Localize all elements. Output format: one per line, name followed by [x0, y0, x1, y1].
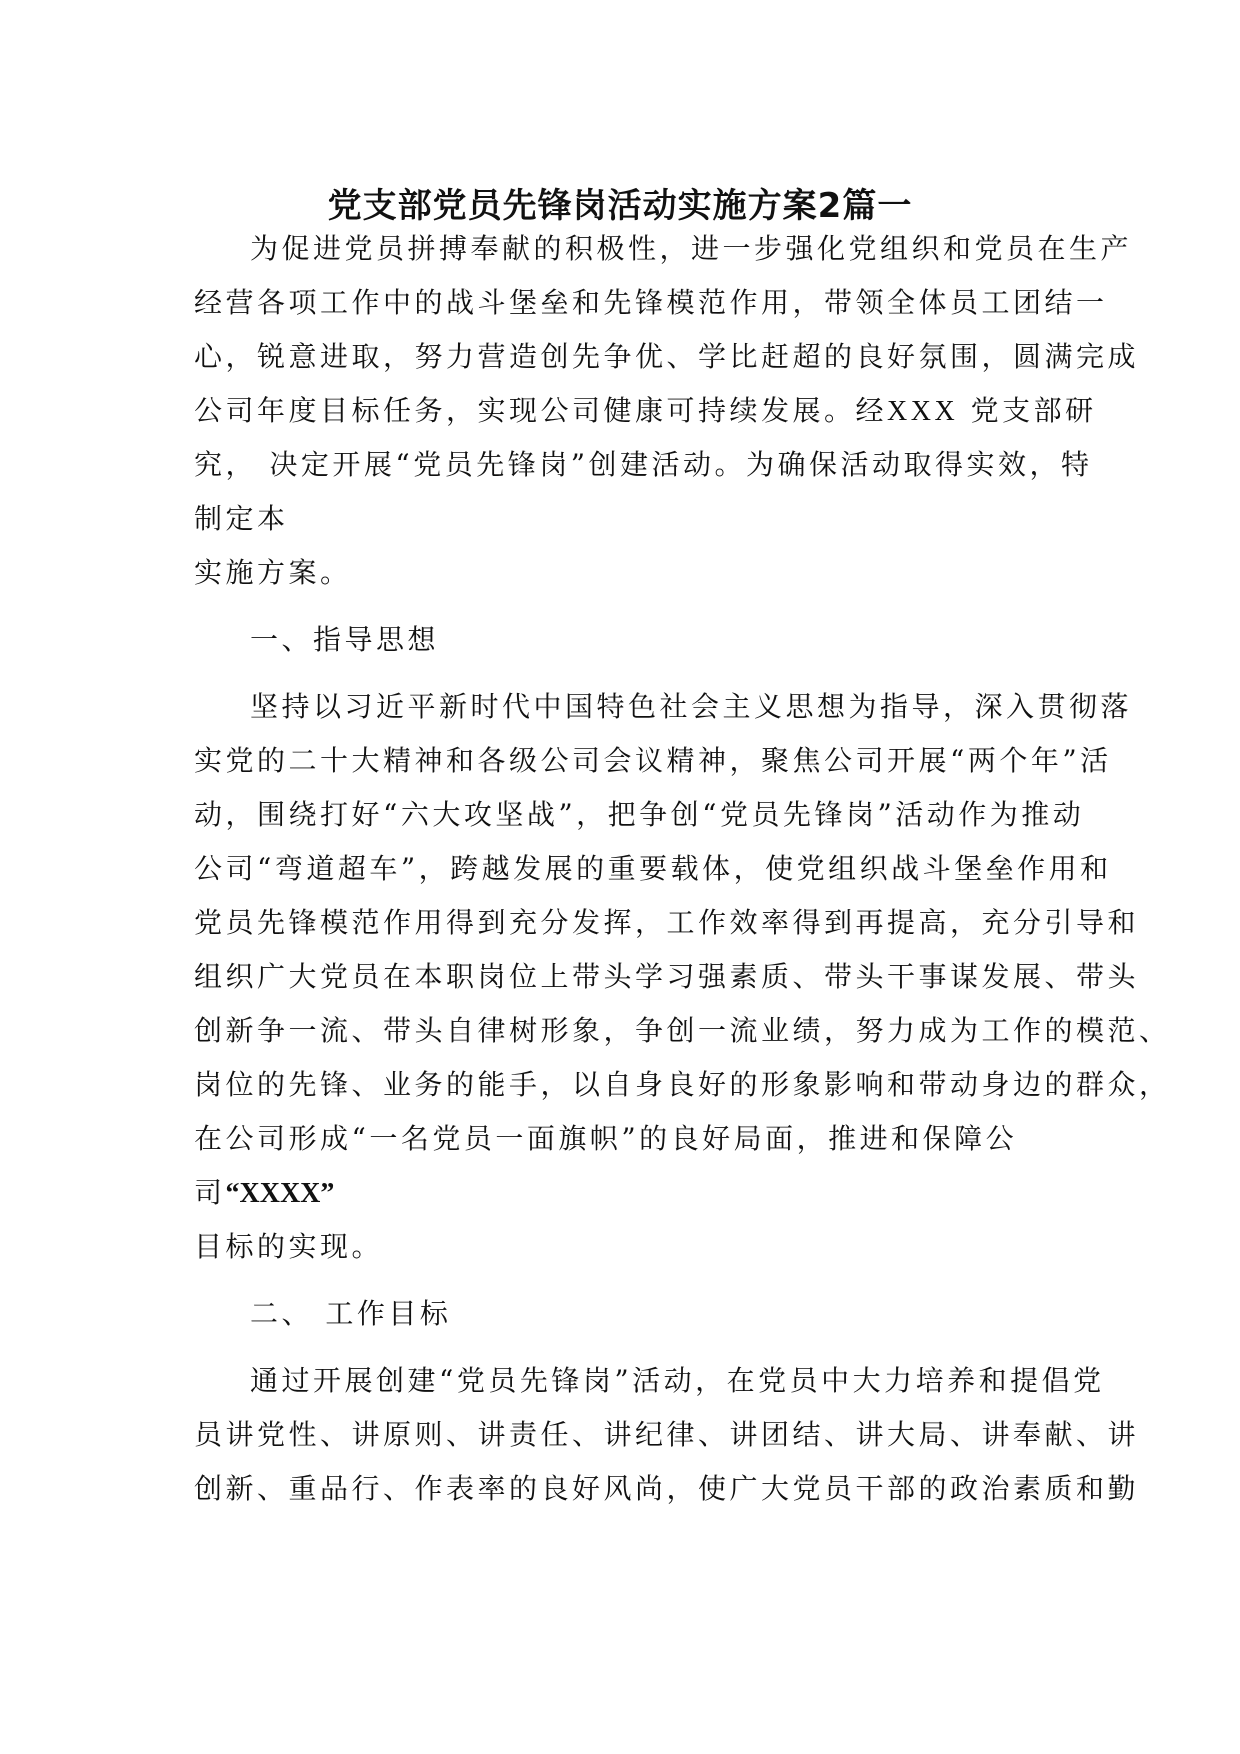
section-2-line-2: 员讲党性、讲原则、讲责任、讲纪律、讲团结、讲大局、讲奉献、讲	[194, 1418, 1140, 1451]
intro-line-4-text: 公司年度目标任务，实现公司健康可持续发展。经	[194, 394, 888, 427]
section-1-line-10-text: 司	[194, 1176, 226, 1209]
section-1-line-6: 组织广大党员在本职岗位上带头学习强素质、带头干事谋发展、带头	[194, 960, 1140, 993]
section-2-line-1: 通过开展创建“党员先锋岗”活动，在党员中大力培养和提倡党	[250, 1364, 1105, 1397]
section-1-line-9: 在公司形成“一名党员一面旗帜”的良好局面，推进和保障公	[194, 1122, 1018, 1155]
section-2-line-3: 创新、重品行、作表率的良好风尚，使广大党员干部的政治素质和勤	[194, 1472, 1140, 1505]
intro-line-4-xxx: XXX	[887, 396, 959, 427]
section-2-heading: 二、 工作目标	[250, 1297, 452, 1330]
section-1-line-11: 目标的实现。	[194, 1230, 384, 1263]
section-1-line-2: 实党的二十大精神和各级公司会议精神，聚焦公司开展“两个年”活	[194, 744, 1112, 777]
section-1-line-10-bold: “XXXX”	[225, 1178, 335, 1209]
document-title: 党支部党员先锋岗活动实施方案2篇一	[327, 186, 913, 226]
intro-line-5: 究， 决定开展“党员先锋岗”创建活动。为确保活动取得实效，特	[194, 448, 1093, 481]
intro-line-4	[194, 391, 1097, 432]
section-1-line-5: 党员先锋模范作用得到充分发挥，工作效率得到再提高，充分引导和	[194, 906, 1140, 939]
section-1-line-7: 创新争一流、带头自律树形象，争创一流业绩，努力成为工作的模范、	[194, 1014, 1171, 1047]
intro-line-7: 实施方案。	[194, 556, 352, 589]
section-1-heading: 一、指导思想	[250, 623, 440, 656]
intro-line-1: 为促进党员拼搏奉献的积极性，进一步强化党组织和党员在生产	[250, 232, 1133, 265]
section-1-line-8: 岗位的先锋、业务的能手，以自身良好的形象影响和带动身边的群众，	[194, 1068, 1171, 1101]
intro-line-2: 经营各项工作中的战斗堡垒和先锋模范作用，带领全体员工团结一	[194, 286, 1108, 319]
section-1-line-1: 坚持以习近平新时代中国特色社会主义思想为指导，深入贯彻落	[250, 690, 1133, 723]
section-1-line-3: 动，围绕打好“六大攻坚战”，把争创“党员先锋岗”活动作为推动	[194, 798, 1085, 831]
intro-line-6: 制定本	[194, 502, 289, 535]
intro-line-4-tail: 党支部研	[958, 394, 1097, 427]
section-1-line-10	[194, 1173, 334, 1214]
section-1-line-4: 公司“弯道超车”，跨越发展的重要载体，使党组织战斗堡垒作用和	[194, 852, 1112, 885]
intro-line-3: 心，锐意进取，努力营造创先争优、学比赶超的良好氛围，圆满完成	[194, 340, 1140, 373]
